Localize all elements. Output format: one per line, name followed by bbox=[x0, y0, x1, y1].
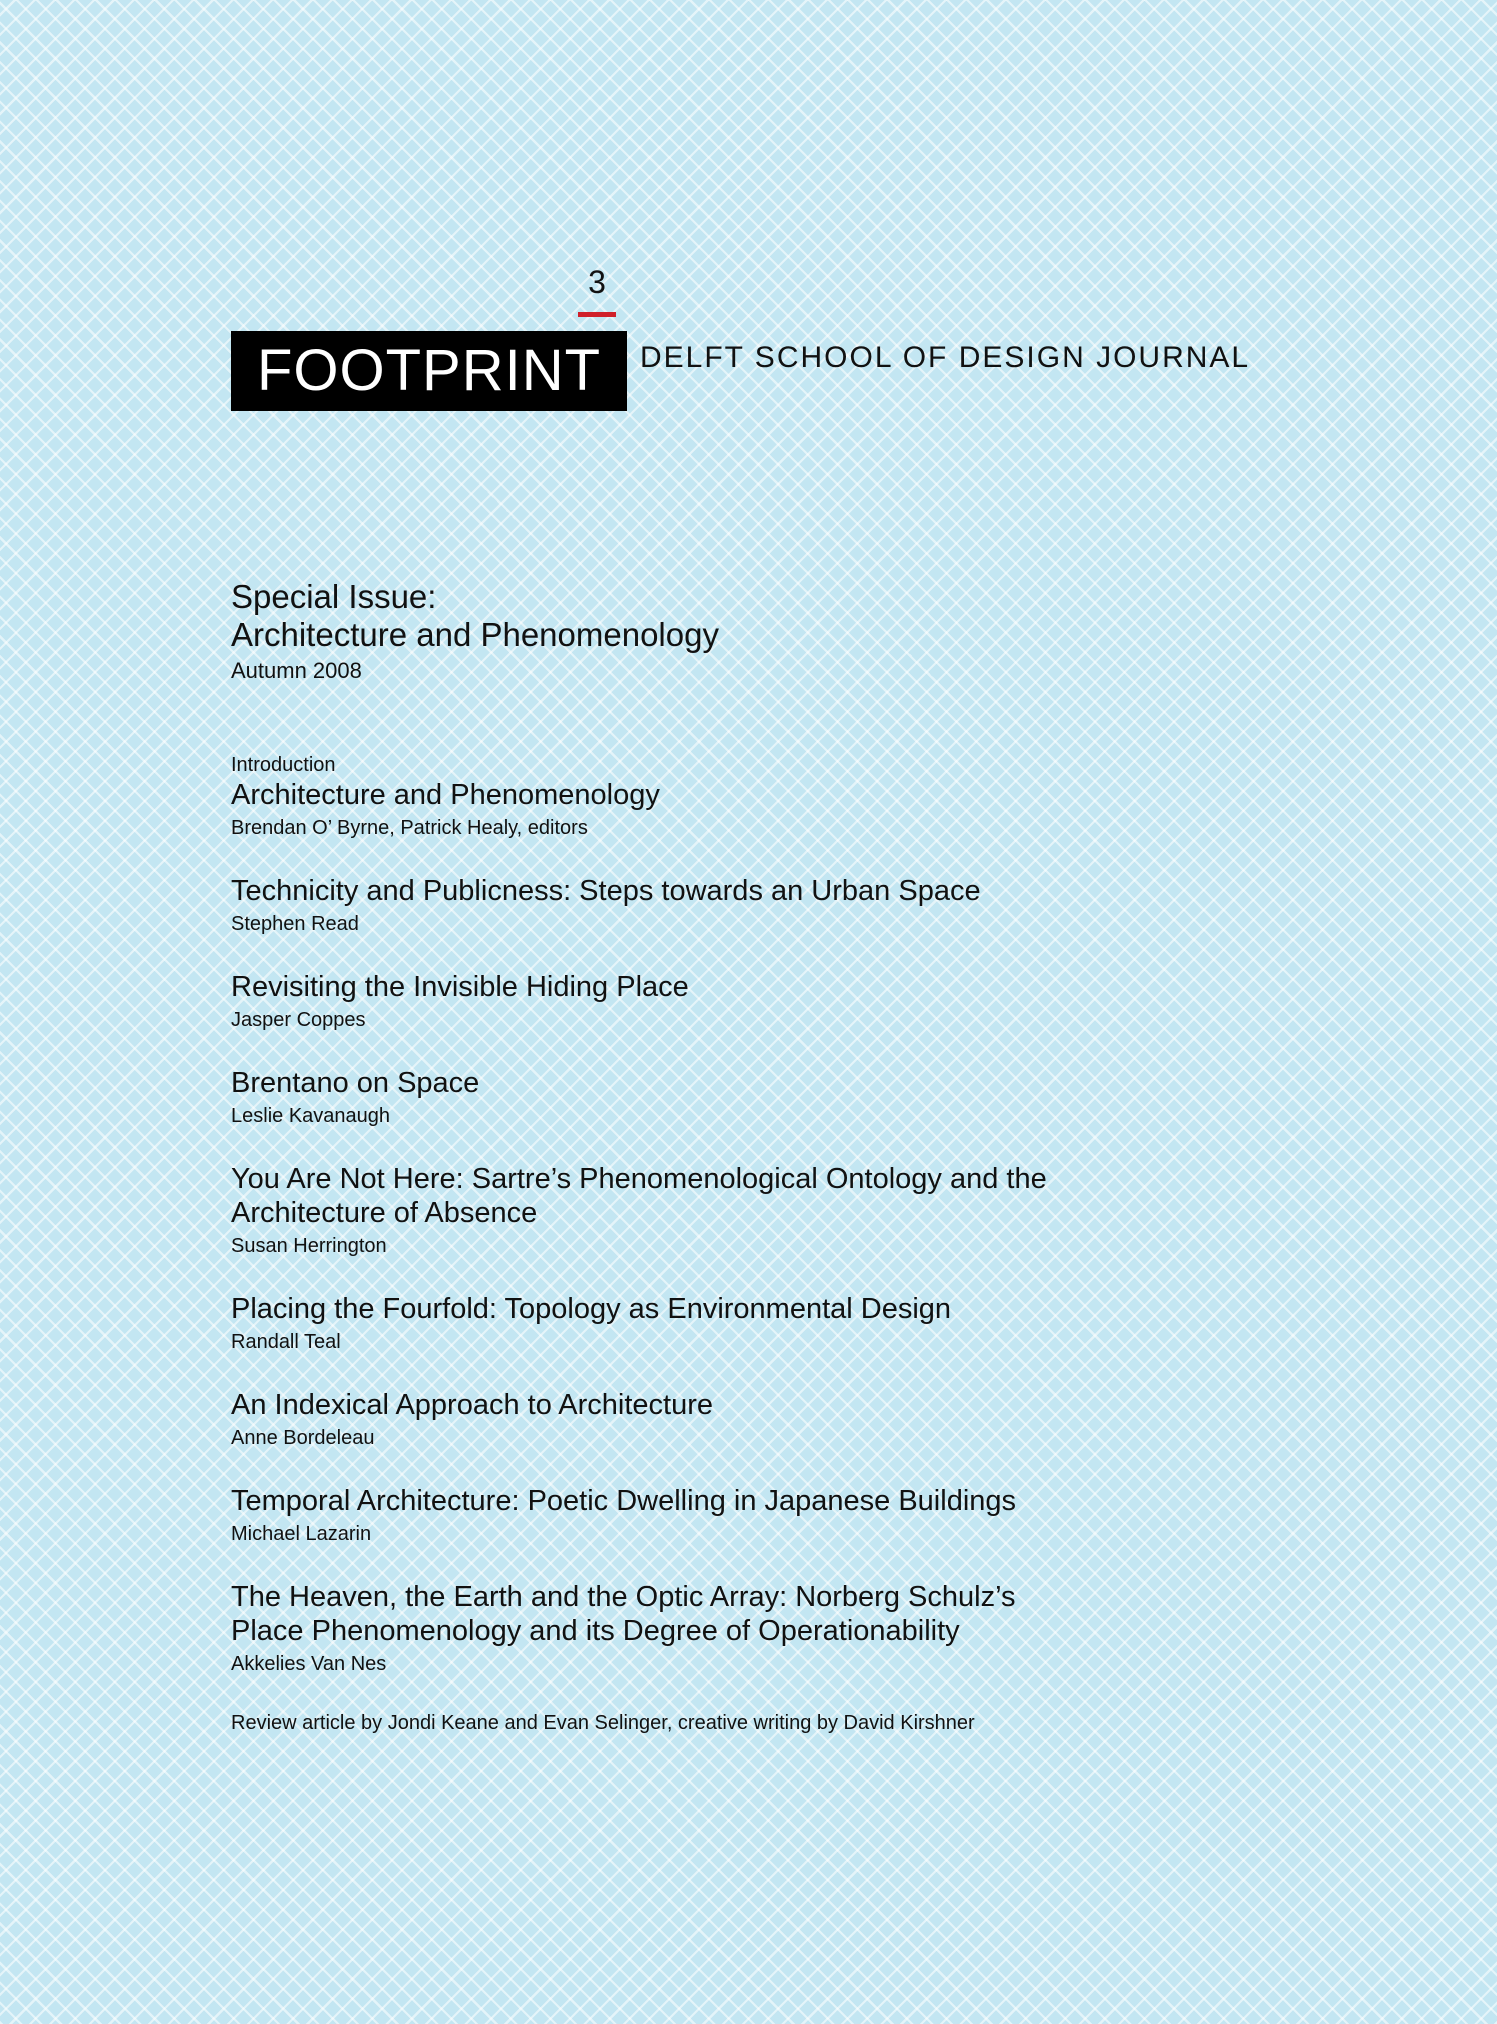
article-title: Revisiting the Invisible Hiding Place bbox=[231, 971, 689, 1003]
article-author: Leslie Kavanaugh bbox=[231, 1105, 391, 1127]
article-title: An Indexical Approach to Architecture bbox=[231, 1389, 714, 1421]
article-title: The Heaven, the Earth and the Optic Array: Norberg Schulz’s Place Phenomenology and its Degree of Operationability bbox=[231, 1581, 1016, 1647]
article-entry bbox=[231, 970, 1331, 1034]
article-title: Technicity and Publicness: Steps towards an Urban Space bbox=[231, 875, 981, 907]
article-author: Randall Teal bbox=[231, 1331, 341, 1353]
article-entry bbox=[231, 1388, 1331, 1452]
article-entry bbox=[231, 874, 1331, 938]
special-issue-theme: Architecture and Phenomenology bbox=[231, 616, 719, 653]
article-author: Brendan O’ Byrne, Patrick Healy, editors bbox=[231, 817, 588, 839]
special-issue-label: Special Issue: bbox=[231, 578, 437, 615]
article-title: Architecture and Phenomenology bbox=[231, 779, 660, 811]
article-entry bbox=[231, 1066, 1331, 1130]
article-entry bbox=[231, 1484, 1331, 1548]
journal-name: DELFT SCHOOL OF DESIGN JOURNAL bbox=[640, 341, 1251, 374]
article-entry bbox=[231, 1580, 1331, 1678]
article-entry bbox=[231, 778, 1331, 842]
article-author: Akkelies Van Nes bbox=[231, 1653, 387, 1675]
special-issue-block bbox=[231, 578, 1231, 686]
introduction-label: Introduction bbox=[231, 754, 336, 776]
article-entry bbox=[231, 1162, 1331, 1260]
journal-logo: FOOTPRINT bbox=[231, 331, 627, 411]
article-title: Temporal Architecture: Poetic Dwelling in Japanese Buildings bbox=[231, 1485, 1017, 1517]
issue-number: 3 bbox=[588, 264, 606, 300]
article-author: Stephen Read bbox=[231, 913, 359, 935]
article-title: Placing the Fourfold: Topology as Environmental Design bbox=[231, 1293, 952, 1325]
article-author: Anne Bordeleau bbox=[231, 1427, 375, 1449]
article-title: Brentano on Space bbox=[231, 1067, 480, 1099]
article-entry bbox=[231, 1292, 1331, 1356]
table-of-contents bbox=[231, 752, 1331, 1736]
article-title: You Are Not Here: Sartre’s Phenomenological Ontology and the Architecture of Absence bbox=[231, 1163, 1047, 1229]
issue-date: Autumn 2008 bbox=[231, 658, 362, 683]
article-author: Michael Lazarin bbox=[231, 1523, 372, 1545]
review-note: Review article by Jondi Keane and Evan Selinger, creative writing by David Kirshner bbox=[231, 1712, 975, 1734]
article-author: Susan Herrington bbox=[231, 1235, 387, 1257]
issue-number-underline bbox=[578, 312, 616, 317]
article-author: Jasper Coppes bbox=[231, 1009, 366, 1031]
